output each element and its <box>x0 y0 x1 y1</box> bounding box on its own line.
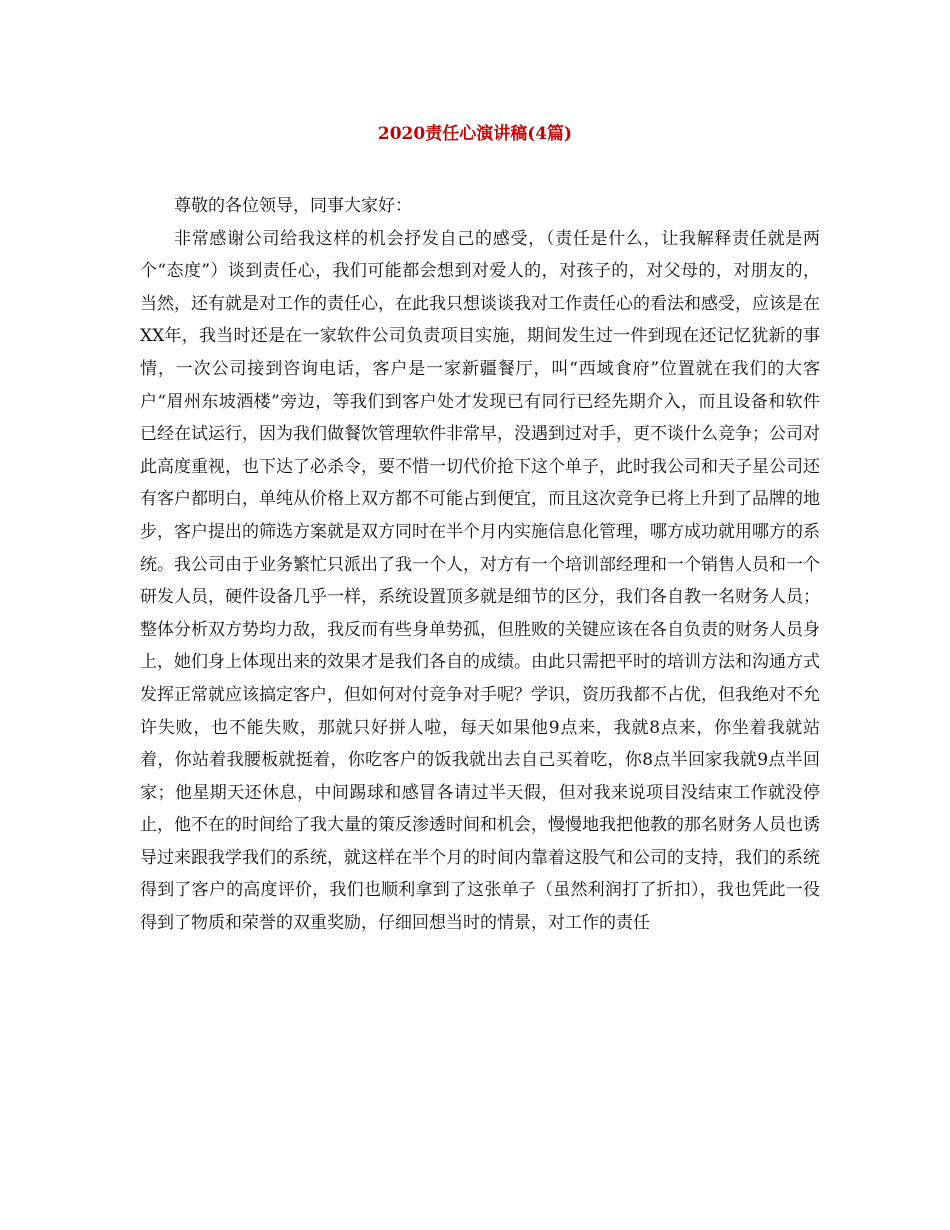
document-body <box>140 190 820 940</box>
document-title: 2020责任心演讲稿(4篇) <box>377 124 573 144</box>
body-paragraph: 非常感谢公司给我这样的机会抒发自己的感受，（责任是什么，让我解释责任就是两个“态度”）谈到责任心，我们可能都会想到对爱人的，对孩子的，对父母的，对朋友的，当然，还有就是对工作的责任心，在此我只想谈谈我对工作责任心的看法和感受，应该是在XX年，我当时还是在一家软件公司负责项目实施，期间发生过一件到现在还记忆犹新的事情，一次公司接到咨询电话，客户是一家新疆餐厅，叫“西域食府”位置就在我们的大客户“眉州东坡酒楼”旁边，等我们到客户处才发现已有同行已经先期介入，而且设备和软件已经在试运行，因为我们做餐饮管理软件非常早，没遇到过对手，更不谈什么竞争；公司对此高度重视，也下达了必杀令，要不惜一切代价抢下这个单子，此时我公司和天子星公司还有客户都明白，单纯从价格上双方都不可能占到便宜，而且这次竞争已将上升到了品牌的地步，客户提出的筛选方案就是双方同时在半个月内实施信息化管理，哪方成功就用哪方的系统。我公司由于业务繁忙只派出了我一个人，对方有一个培训部经理和一个销售人员和一个研发人员，硬件设备几乎一样，系统设置顶多就是细节的区分，我们各自教一名财务人员；整体分析双方势均力敌，我反而有些身单势孤，但胜败的关键应该在各自负责的财务人员身上，她们身上体现出来的效果才是我们各自的成绩。由此只需把平时的培训方法和沟通方式发挥正常就应该搞定客户，但如何对付竞争对手呢？学识，资历我都不占优，但我绝对不允许失败，也不能失败，那就只好拼人啦，每天如果他9点来，我就8点来，你坐着我就站着，你站着我腰板就挺着，你吃客户的饭我就出去自己买着吃，你8点半回家我就9点半回家；他星期天还休息，中间踢球和感冒各请过半天假，但对我来说项目没结束工作就没停止，他不在的时间给了我大量的策反渗透时间和机会，慢慢地我把他教的那名财务人员也诱导过来跟我学我们的系统，就这样在半个月的时间内靠着这股气和公司的支持，我们的系统得到了客户的高度评价，我们也顺利拿到了这张单子（虽然利润打了折扣），我也凭此一役得到了物质和荣誉的双重奖励，仔细回想当时的情景，对工作的责任 <box>140 228 820 934</box>
greeting-paragraph: 尊敬的各位领导，同事大家好： <box>174 196 412 216</box>
